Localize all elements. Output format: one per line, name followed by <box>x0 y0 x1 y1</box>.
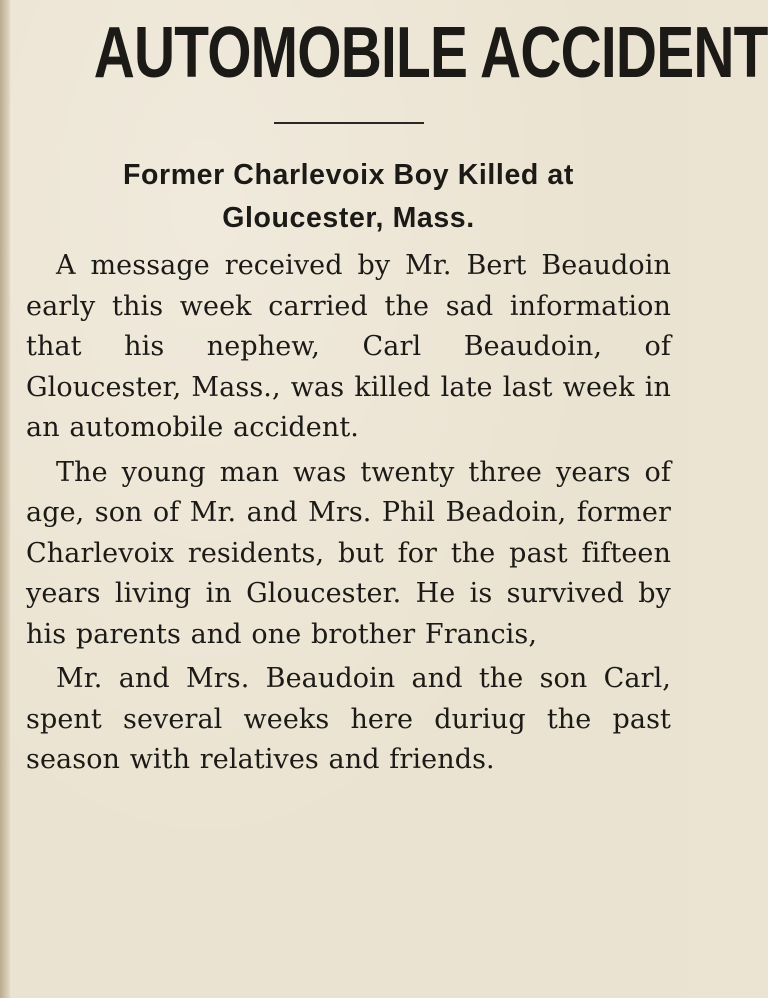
paragraph-text: A message received by Mr. Bert Beaudoin early this week carried the sad information that his nephew, Carl Beaudoin, of Gloucester, Mass., was killed late last week in an automobile accident. <box>26 250 671 443</box>
paragraph <box>26 659 671 781</box>
paragraph-text: Mr. and Mrs. Beaudoin and the son Carl, spent several weeks here duriug the past season with relatives and friends. <box>26 663 671 775</box>
headline: AUTOMOBILE ACCIDENT <box>93 13 768 93</box>
headline-divider <box>274 122 424 124</box>
article-body <box>26 246 671 781</box>
paragraph-text: The young man was twenty three years of age, son of Mr. and Mrs. Phil Beadoin, former Charlevoix residents, but for the past fifteen years living in Gloucester. He is survived by his parents and one brother Francis, <box>26 456 671 650</box>
paragraph <box>26 453 671 656</box>
paragraph <box>26 246 671 449</box>
subhead-line-1: Former Charlevoix Boy Killed at <box>123 159 574 191</box>
subhead-line-2: Gloucester, Mass. <box>222 202 475 234</box>
clipping-edge <box>0 0 10 998</box>
subheadline <box>26 154 671 240</box>
